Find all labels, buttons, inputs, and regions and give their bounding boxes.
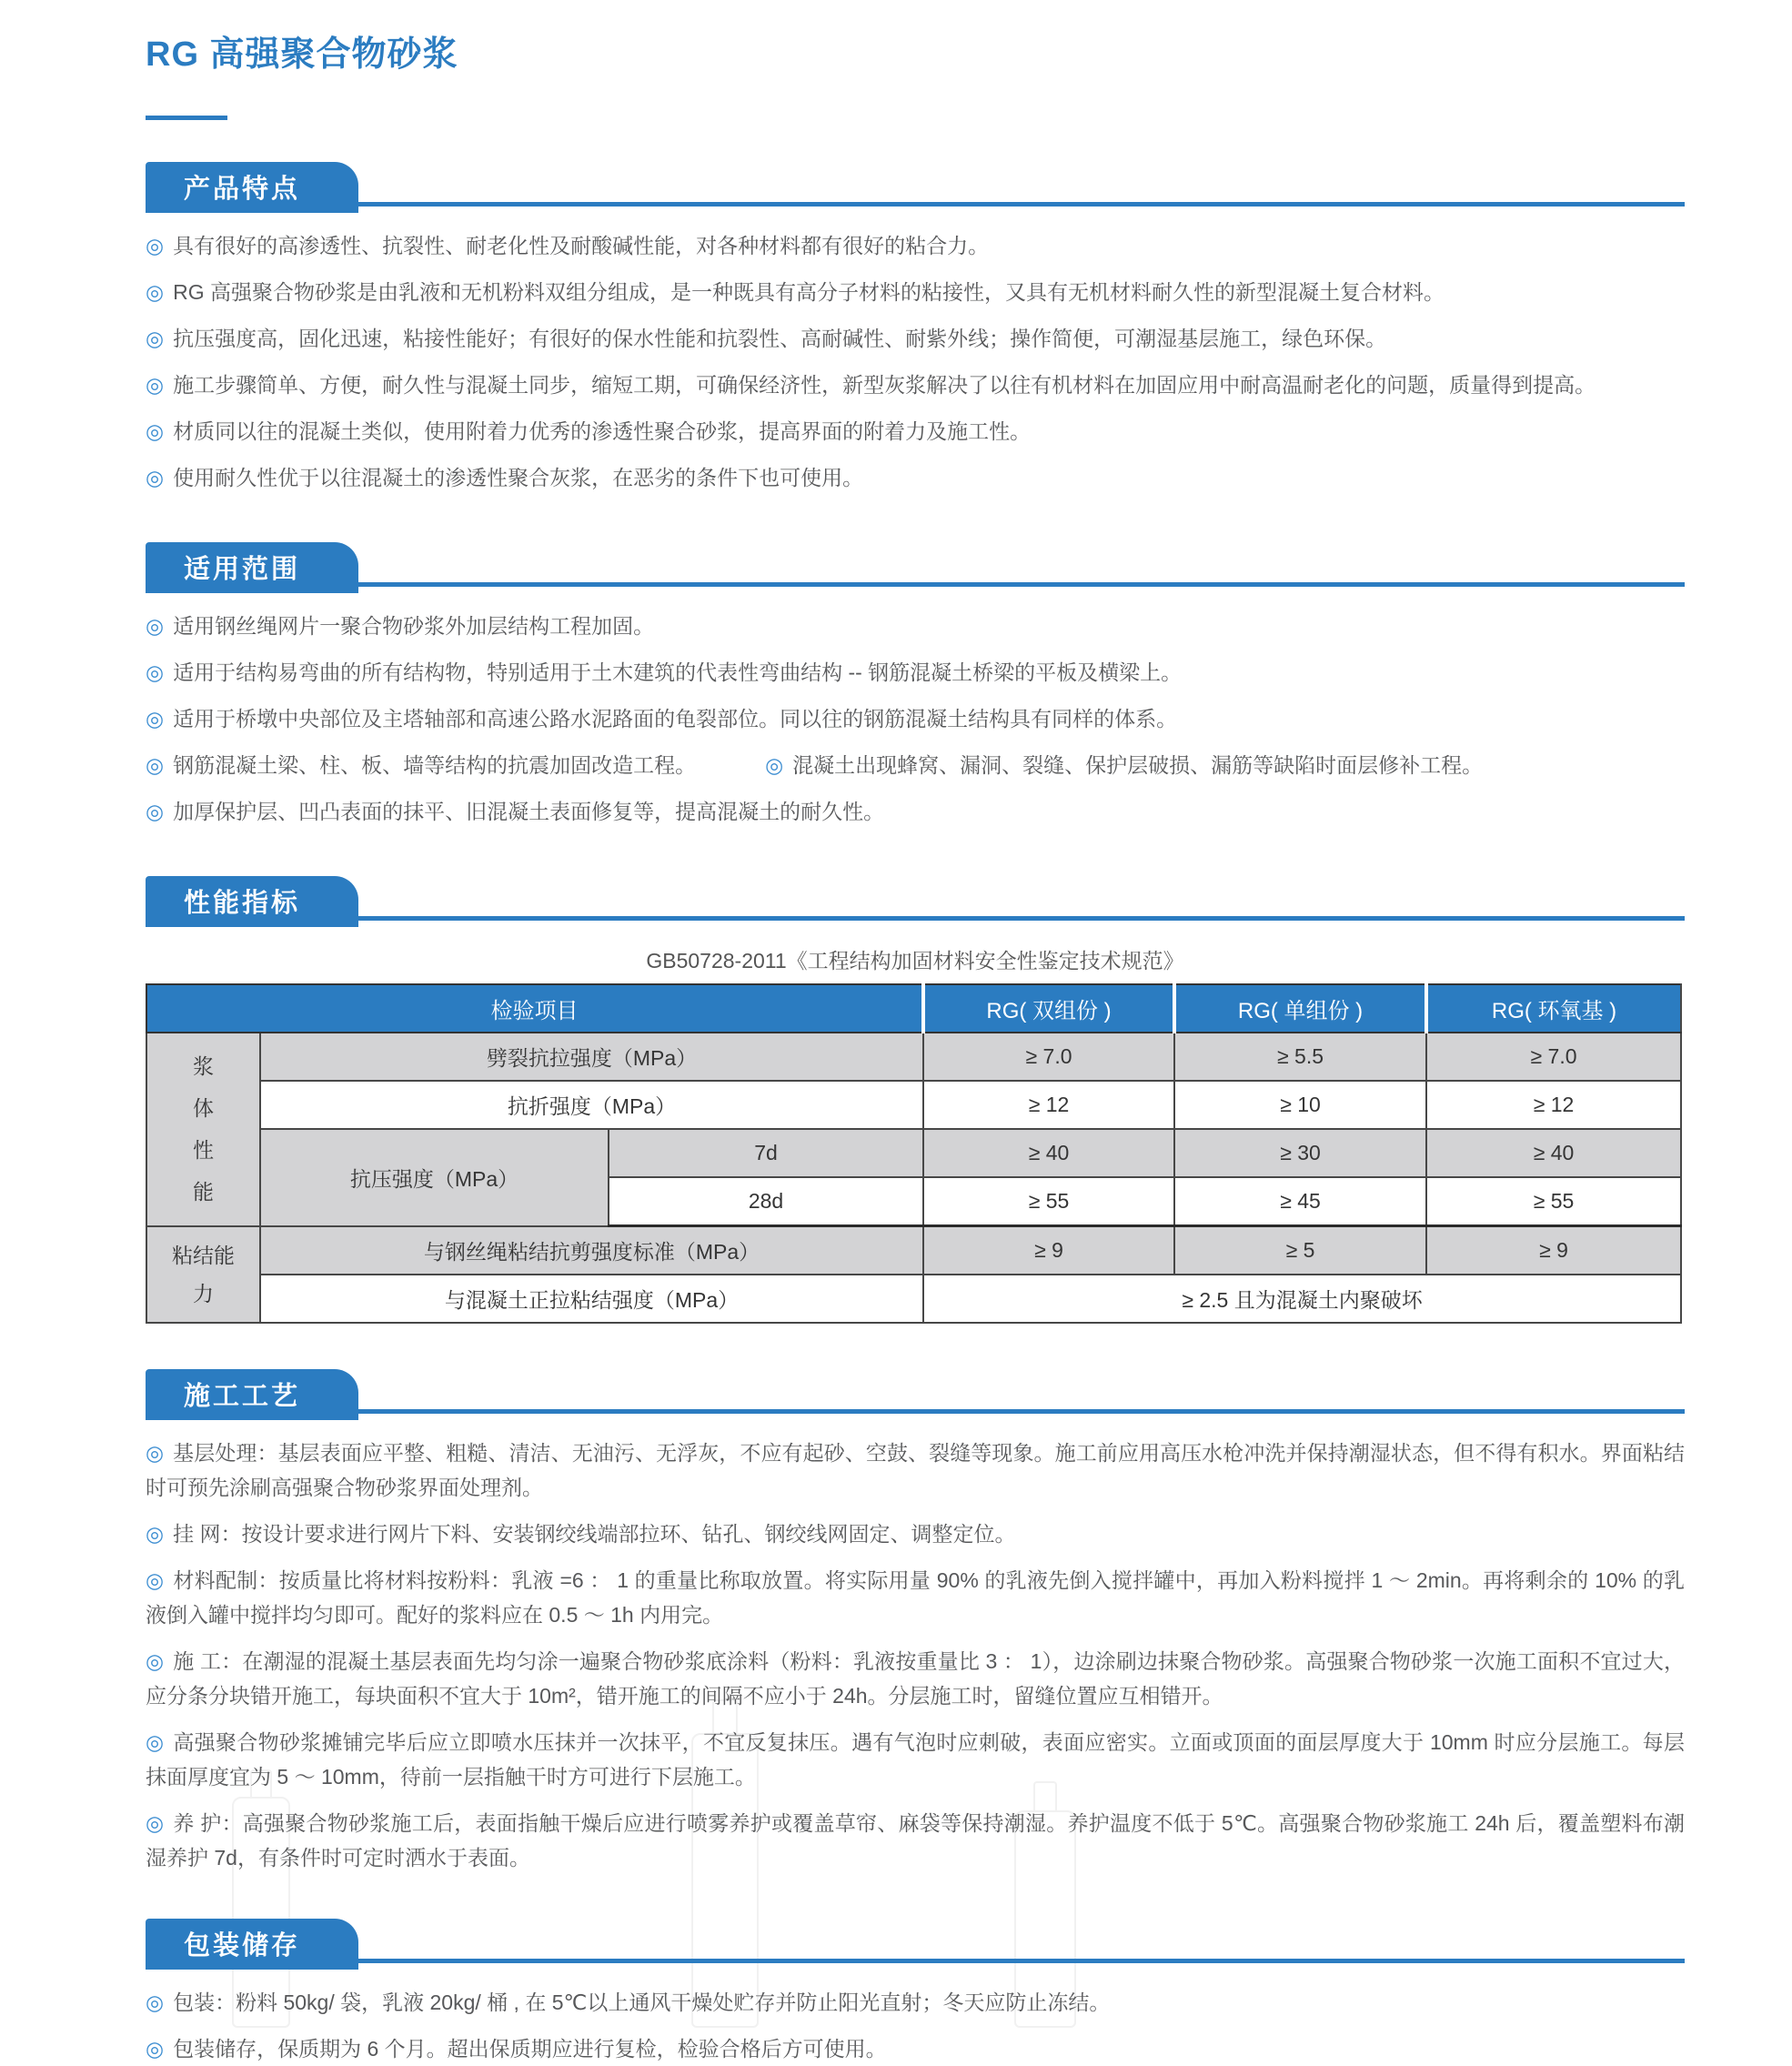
bullet-text: 施工步骤简单、方便，耐久性与混凝土同步，缩短工期，可确保经济性，新型灰浆解决了以往有机材料在加固应用中耐高温耐老化的问题，质量得到提高。 [173, 373, 1596, 397]
table-row [146, 1226, 1681, 1275]
bullet-item [146, 609, 1685, 643]
bullet-item [146, 275, 1685, 309]
bullet-item [146, 414, 1685, 448]
bullet-text: 基层处理：基层表面应平整、粗糙、清洁、无油污、无浮灰，不应有起砂、空鼓、裂缝等现象。施工前应用高压水枪冲洗并保持潮湿状态，但不得有积水。界面粘结时可预先涂刷高强聚合物砂浆界面处理剂。 [146, 1441, 1685, 1499]
bullet-text: 施 工：在潮湿的混凝土基层表面先均匀涂一遍聚合物砂浆底涂料（粉料：乳液按重量比 3 ： 1），边涂刷边抹聚合物砂浆。高强聚合物砂浆一次施工面积不宜过大，应分条分块错开施工，每块面积不宜大于 10m²，错开施工的间隔不应小于 24h。分层施工时，留缝位置应互相错开。 [146, 1649, 1685, 1708]
page-title: RG 高强聚合物砂浆 [146, 35, 458, 74]
bullet-text: 具有很好的高渗透性、抗裂性、耐老化性及耐酸碱性能，对各种材料都有很好的粘合力。 [173, 234, 990, 257]
bullet-icon [146, 234, 173, 257]
bullet-icon [146, 660, 173, 684]
table-cell: 抗折强度（MPa） [260, 1081, 923, 1129]
table-cell: ≥ 2.5 且为混凝土内聚破坏 [923, 1275, 1681, 1323]
section-header-features [146, 162, 1685, 207]
bullet-item [146, 1725, 1685, 1794]
section-rule [146, 1959, 1685, 1963]
table-cell: ≥ 55 [923, 1177, 1174, 1226]
table-cell: 7d [609, 1129, 923, 1177]
bullet-item [146, 1517, 1685, 1551]
table-cell: 与混凝土正拉粘结强度（MPa） [260, 1275, 923, 1323]
table-cell: ≥ 40 [923, 1129, 1174, 1177]
table-cell: 28d [609, 1177, 923, 1226]
bullet-item [146, 321, 1685, 356]
packaging-list [146, 1985, 1685, 2066]
bullet-icon [146, 327, 173, 350]
group-label-text: 浆体性能 [193, 1054, 214, 1204]
bullet-item [146, 1806, 1685, 1875]
table-header-cell: RG( 单组份 ) [1174, 984, 1426, 1033]
bullet-icon [146, 373, 173, 397]
section-header-performance [146, 876, 1685, 921]
section-rule [146, 582, 1685, 587]
bullet-icon [146, 800, 173, 823]
section-tab-packaging: 包装储存 [146, 1919, 358, 1970]
bullet-item [146, 228, 1685, 263]
section-tab-performance: 性能指标 [146, 876, 358, 927]
bullet-icon [146, 1990, 173, 2014]
vertical-group-label [146, 1033, 260, 1226]
table-header-cell: RG( 双组份 ) [923, 984, 1174, 1033]
bullet-icon [146, 466, 173, 489]
bullet-text: RG 高强聚合物砂浆是由乳液和无机粉料双组分组成，是一种既具有高分子材料的粘接性，又具有无机材料耐久性的新型混凝土复合材料。 [173, 280, 1445, 304]
bullet-text: 适用于结构易弯曲的所有结构物，特别适用于土木建筑的代表性弯曲结构 -- 钢筋混凝土桥梁的平板及横梁上。 [173, 660, 1183, 684]
bullet-icon [146, 753, 173, 777]
table-row [146, 1275, 1681, 1323]
table-cell: 与钢丝绳粘结抗剪强度标准（MPa） [260, 1226, 923, 1275]
table-row [146, 1129, 1681, 1177]
group-label-text: 粘结能力 [172, 1243, 235, 1305]
table-cell: ≥ 5.5 [1174, 1033, 1426, 1081]
bullet-icon [146, 1568, 173, 1592]
bullet-item [146, 655, 1685, 690]
bullet-text: 适用钢丝绳网片一聚合物砂浆外加层结构工程加固。 [173, 614, 655, 638]
bullet-icon [146, 707, 173, 731]
table-cell: ≥ 55 [1426, 1177, 1681, 1226]
table-cell: ≥ 40 [1426, 1129, 1681, 1177]
bullet-item [146, 794, 1685, 829]
bullet-item [146, 701, 1685, 736]
table-cell: ≥ 5 [1174, 1226, 1426, 1275]
bullet-item [146, 1563, 1685, 1632]
table-row [146, 1033, 1681, 1081]
table-header-cell: 检验项目 [146, 984, 923, 1033]
bullet-icon [146, 614, 173, 638]
table-cell: ≥ 7.0 [1426, 1033, 1681, 1081]
bullet-text: 抗压强度高，固化迅速，粘接性能好；有很好的保水性能和抗裂性、高耐碱性、耐紫外线；操作简便，可潮湿基层施工，绿色环保。 [173, 327, 1387, 350]
table-cell: ≥ 30 [1174, 1129, 1426, 1177]
bullet-icon [146, 280, 173, 304]
section-rule [146, 916, 1685, 921]
bullet-item [146, 2031, 1685, 2066]
table-cell: ≥ 7.0 [923, 1033, 1174, 1081]
bullet-item [146, 1644, 1685, 1713]
bullet-icon [146, 1730, 173, 1754]
scope-list [146, 609, 1685, 829]
table-cell: ≥ 12 [923, 1081, 1174, 1129]
vertical-group-label [146, 1226, 260, 1324]
bullet-icon [146, 1811, 173, 1835]
bullet-text: 加厚保护层、凹凸表面的抹平、旧混凝土表面修复等，提高混凝土的耐久性。 [173, 800, 885, 823]
bullet-text: 高强聚合物砂浆摊铺完毕后应立即喷水压抹并一次抹平，不宜反复抹压。遇有气泡时应刺破，表面应密实。立面或顶面的面层厚度大于 10mm 时应分层施工。每层抹面厚度宜为 5 ～ 10mm，待前一层指触干时方可进行下层施工。 [146, 1730, 1685, 1789]
bullet-text: 材质同以往的混凝土类似，使用附着力优秀的渗透性聚合砂浆，提高界面的附着力及施工性。 [173, 419, 1032, 443]
bullet-icon [765, 753, 792, 777]
table-cell: ≥ 12 [1426, 1081, 1681, 1129]
bullet-item [146, 368, 1685, 402]
table-header-cell: RG( 环氧基 ) [1426, 984, 1681, 1033]
process-list [146, 1436, 1685, 1875]
features-list [146, 228, 1685, 495]
bullet-text: 包装：粉料 50kg/ 袋，乳液 20kg/ 桶 , 在 5℃以上通风干燥处贮存并防止阳光直射；冬天应防止冻结。 [173, 1990, 1111, 2014]
bullet-text: 混凝土出现蜂窝、漏洞、裂缝、保护层破损、漏筋等缺陷时面层修补工程。 [792, 753, 1484, 777]
section-rule [146, 202, 1685, 207]
bullet-text: 适用于桥墩中央部位及主塔轴部和高速公路水泥路面的龟裂部位。同以往的钢筋混凝土结构具有同样的体系。 [173, 707, 1178, 731]
section-tab-scope: 适用范围 [146, 542, 358, 593]
bullet-icon [146, 1522, 173, 1546]
bullet-icon [146, 1441, 173, 1465]
table-header-row [146, 984, 1681, 1033]
bullet-text: 包装储存，保质期为 6 个月。超出保质期应进行复检，检验合格后方可使用。 [173, 2037, 887, 2061]
title-underline [146, 116, 227, 120]
bullet-text: 养 护：高强聚合物砂浆施工后，表面指触干燥后应进行喷雾养护或覆盖草帘、麻袋等保持潮湿。养护温度不低于 5℃。高强聚合物砂浆施工 24h 后，覆盖塑料布潮湿养护 7d，有条件时可定时洒水于表面。 [146, 1811, 1685, 1869]
section-tab-features: 产品特点 [146, 162, 358, 213]
table-cell: 抗压强度（MPa） [260, 1129, 609, 1226]
bullet-icon [146, 419, 173, 443]
bullet-text: 钢筋混凝土梁、柱、板、墙等结构的抗震加固改造工程。 [173, 753, 697, 777]
section-rule [146, 1409, 1685, 1414]
table-cell: ≥ 9 [923, 1226, 1174, 1275]
table-row [146, 1081, 1681, 1129]
bullet-item-double [146, 748, 1685, 782]
table-caption: GB50728-2011《工程结构加固材料安全性鉴定技术规范》 [646, 949, 1184, 973]
table-cell: ≥ 45 [1174, 1177, 1426, 1226]
section-header-packaging [146, 1919, 1685, 1963]
bullet-text: 材料配制：按质量比将材料按粉料：乳液 =6 ： 1 的重量比称取放置。将实际用量 90% 的乳液先倒入搅拌罐中，再加入粉料搅拌 1 ～ 2min。再将剩余的 10% 的乳液倒入罐中搅拌均匀即可。配好的浆料应在 0.5 ～ 1h 内用完。 [146, 1568, 1685, 1627]
bullet-text: 挂 网：按设计要求进行网片下料、安装钢绞线端部拉环、钻孔、钢绞线网固定、调整定位。 [173, 1522, 1016, 1546]
section-header-process [146, 1369, 1685, 1414]
table-cell: ≥ 10 [1174, 1081, 1426, 1129]
bullet-icon [146, 2037, 173, 2061]
performance-table [146, 983, 1682, 1324]
bullet-text: 使用耐久性优于以往混凝土的渗透性聚合灰浆，在恶劣的条件下也可使用。 [173, 466, 864, 489]
bullet-item [146, 460, 1685, 495]
section-tab-process: 施工工艺 [146, 1369, 358, 1420]
section-header-scope [146, 542, 1685, 587]
bullet-icon [146, 1649, 173, 1673]
bullet-item [146, 1436, 1685, 1505]
table-cell: ≥ 9 [1426, 1226, 1681, 1275]
bullet-item [146, 1985, 1685, 2020]
table-cell: 劈裂抗拉强度（MPa） [260, 1033, 923, 1081]
